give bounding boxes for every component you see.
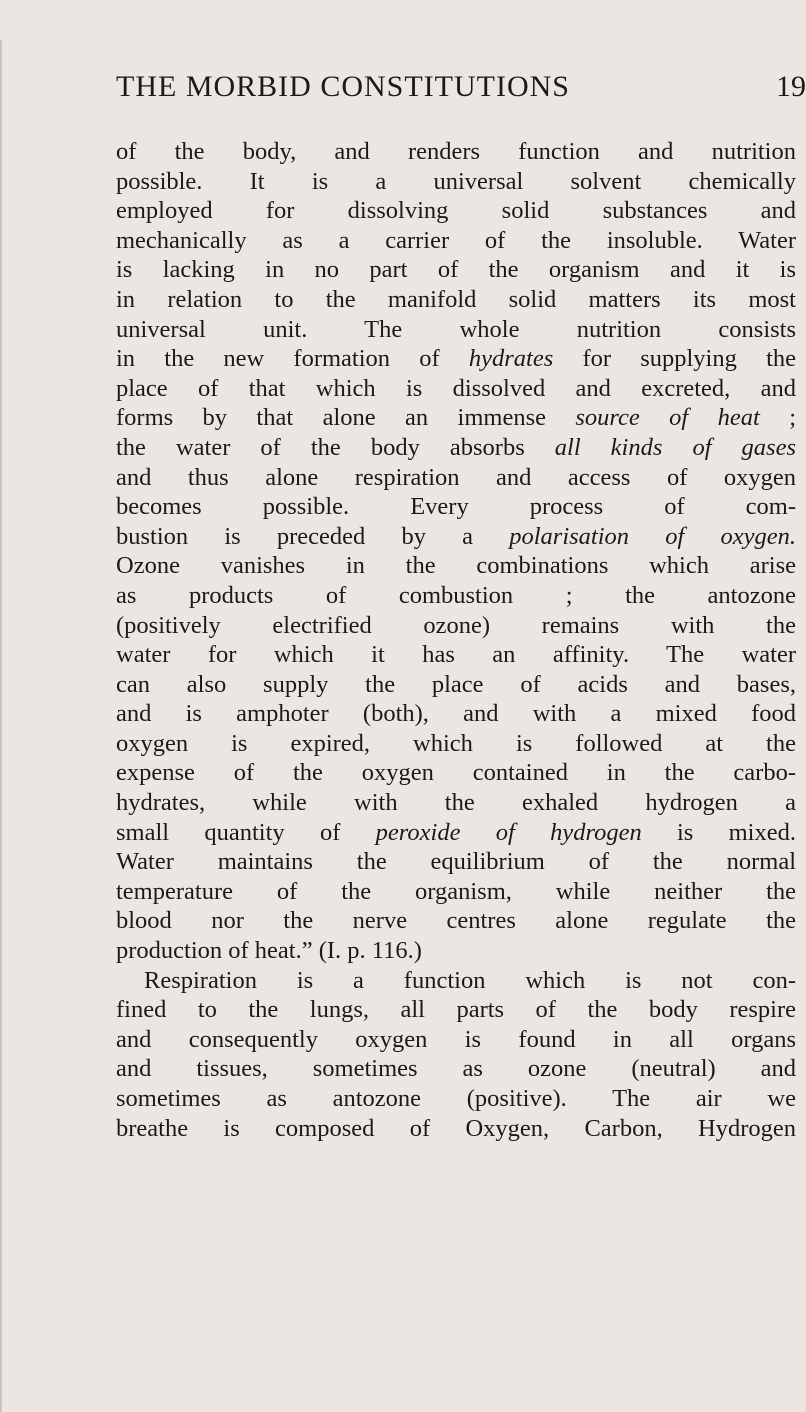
italic-phrase: source of heat	[575, 404, 760, 432]
text-line	[116, 255, 796, 285]
text-line	[116, 936, 796, 966]
text-line	[116, 285, 796, 315]
text-line	[116, 995, 796, 1025]
text-segment: the water of the body absorbs	[116, 433, 555, 461]
italic-phrase: hydrates	[468, 345, 554, 373]
text-segment: ;	[759, 404, 797, 432]
text-segment: (positively electrified ozone) remains with the	[116, 611, 796, 639]
text-segment: and thus alone respiration and access of oxygen	[116, 463, 796, 491]
text-segment: of the body, and renders function and nutrition	[116, 138, 796, 165]
text-segment: place of that which is dissolved and excreted, and	[116, 374, 796, 402]
text-segment: as products of combustion ; the antozone	[116, 581, 796, 609]
page-edge-shadow	[0, 40, 2, 1412]
text-line	[116, 551, 796, 581]
text-segment: bustion is preceded by a	[116, 522, 510, 550]
text-segment: breathe is composed of Oxygen, Carbon, Hydrogen	[116, 1114, 796, 1142]
text-segment: and consequently oxygen is found in all organs	[116, 1025, 796, 1053]
text-line	[116, 492, 796, 522]
text-line	[116, 344, 796, 374]
text-segment: sometimes as antozone (positive). The air we	[116, 1085, 796, 1112]
page-header	[116, 70, 806, 110]
text-line	[116, 137, 796, 167]
text-line	[116, 847, 796, 877]
text-line	[116, 877, 796, 907]
text-segment: and tissues, sometimes as ozone (neutral) and	[116, 1055, 796, 1083]
text-line	[116, 1114, 796, 1144]
text-segment: Respiration is a function which is not con-	[144, 966, 796, 994]
text-line	[116, 581, 796, 611]
text-segment: fined to the lungs, all parts of the body respire	[116, 996, 796, 1024]
page-number: 19	[776, 70, 806, 103]
text-line	[116, 729, 796, 759]
text-line	[116, 640, 796, 670]
text-segment: in the new formation of	[116, 345, 469, 373]
text-line	[116, 226, 796, 256]
text-segment: mechanically as a carrier of the insoluble. Water	[116, 226, 796, 254]
text-line	[116, 966, 796, 996]
text-line	[116, 433, 796, 463]
text-segment: in relation to the manifold solid matters its most	[116, 285, 796, 313]
text-line	[116, 670, 796, 700]
text-line	[116, 522, 796, 552]
text-segment: Water maintains the equilibrium of the normal	[116, 848, 796, 876]
text-segment: for supplying the	[553, 345, 796, 373]
text-segment: can also supply the place of acids and bases,	[116, 670, 796, 698]
text-line	[116, 1084, 796, 1114]
text-segment: is mixed.	[641, 818, 796, 846]
text-segment: temperature of the organism, while neither the	[116, 877, 796, 905]
text-line	[116, 611, 796, 641]
text-segment: Ozone vanishes in the combinations which arise	[116, 552, 796, 580]
text-segment: becomes possible. Every process of com-	[116, 493, 796, 521]
text-line	[116, 463, 796, 493]
text-line	[116, 315, 796, 345]
text-line	[116, 167, 796, 197]
running-head: THE MORBID CONSTITUTIONS	[116, 70, 570, 103]
text-line	[116, 818, 796, 848]
text-line	[116, 906, 796, 936]
italic-phrase: all kinds of gases	[554, 433, 796, 461]
italic-phrase: polarisation of oxygen.	[509, 522, 796, 550]
body-text	[116, 137, 796, 1143]
text-segment: small quantity of	[116, 818, 376, 846]
text-segment: expense of the oxygen contained in the carbo-	[116, 759, 796, 787]
text-segment: production of heat.” (I. p. 116.)	[116, 937, 422, 965]
text-segment: is lacking in no part of the organism and it is	[116, 256, 796, 284]
text-segment: forms by that alone an immense	[116, 404, 576, 432]
text-segment: hydrates, while with the exhaled hydrogen a	[116, 789, 796, 817]
text-line	[116, 196, 796, 226]
text-line	[116, 758, 796, 788]
text-segment: and is amphoter (both), and with a mixed food	[116, 700, 796, 728]
text-line	[116, 1054, 796, 1084]
text-line	[116, 374, 796, 404]
text-segment: oxygen is expired, which is followed at the	[116, 729, 796, 757]
text-segment: blood nor the nerve centres alone regulate the	[116, 907, 796, 935]
text-line	[116, 1025, 796, 1055]
text-line	[116, 788, 796, 818]
text-segment: water for which it has an affinity. The water	[116, 641, 796, 669]
text-segment: possible. It is a universal solvent chemically	[116, 167, 796, 195]
italic-phrase: peroxide of hydrogen	[375, 818, 642, 846]
text-segment: universal unit. The whole nutrition consists	[116, 315, 796, 343]
text-line	[116, 403, 796, 433]
text-line	[116, 699, 796, 729]
text-segment: employed for dissolving solid substances and	[116, 197, 796, 225]
